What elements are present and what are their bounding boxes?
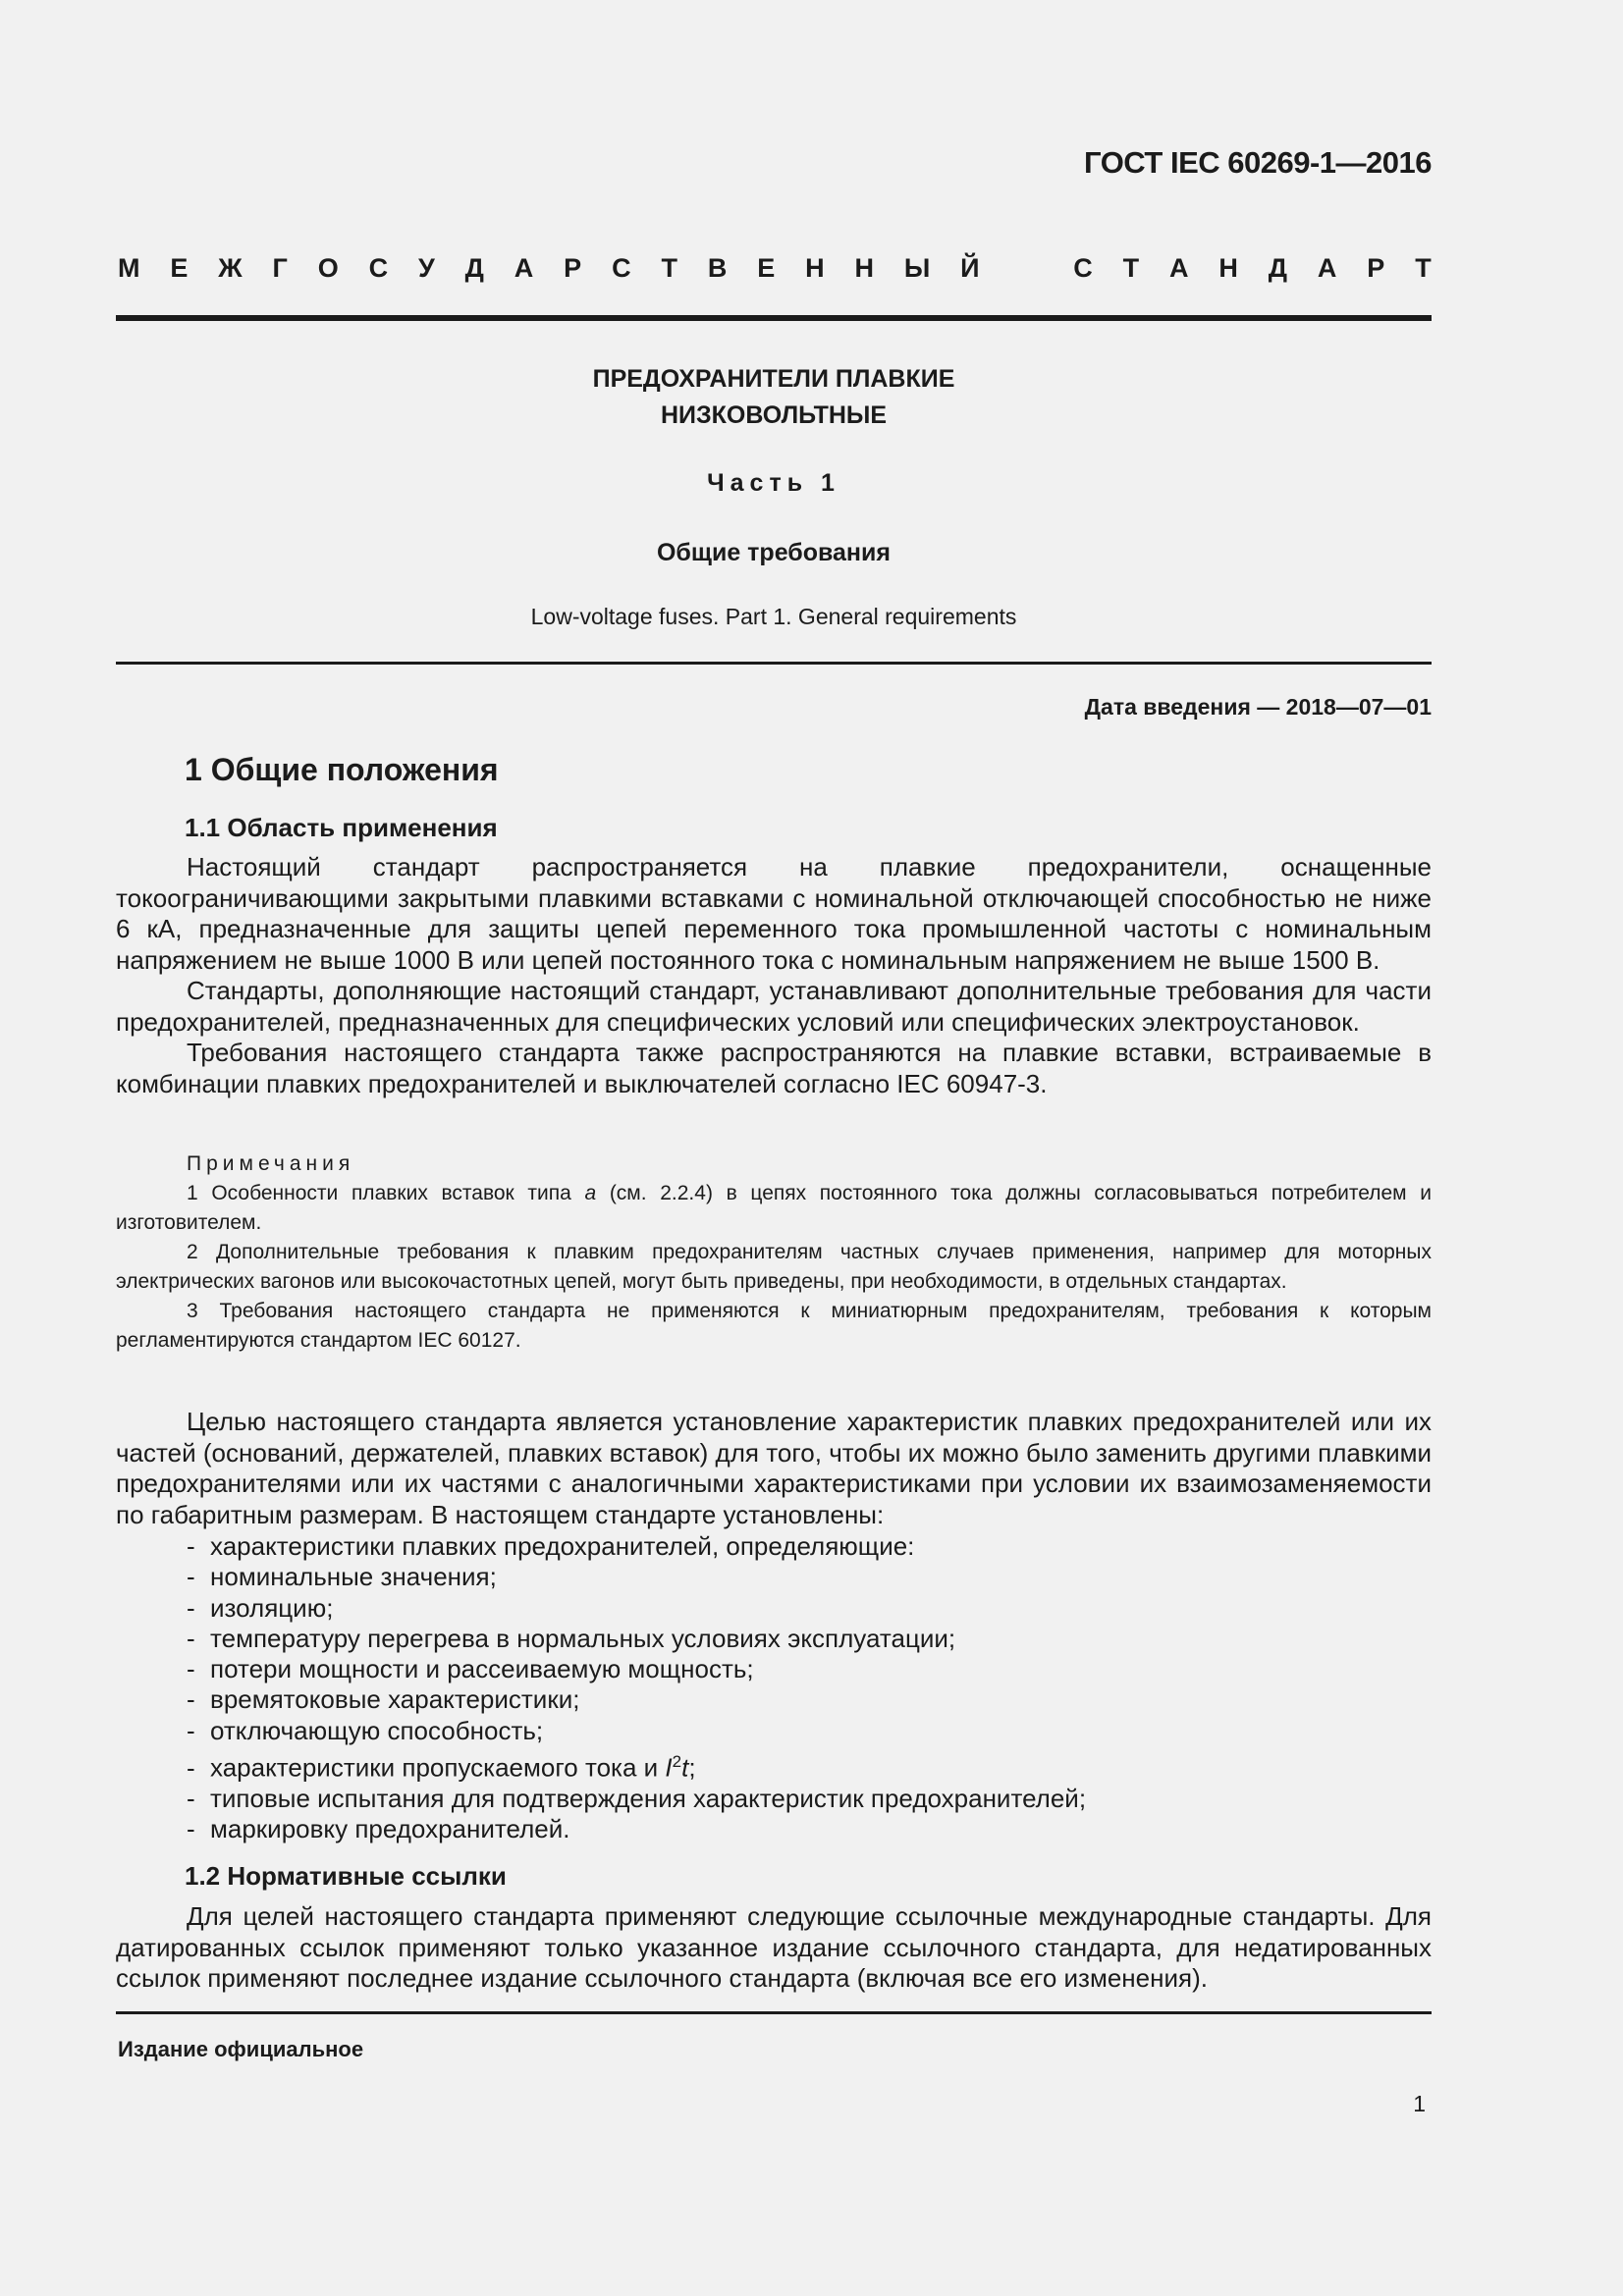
purpose-paragraph bbox=[116, 1407, 1432, 1530]
list-item: - времятоковые характеристики; bbox=[187, 1684, 580, 1715]
references-paragraph bbox=[116, 1901, 1432, 1995]
scope-paragraphs bbox=[116, 852, 1432, 1099]
list-item: - характеристики пропускаемого тока и $I^2t$; bbox=[187, 1752, 696, 1783]
banner-letter: В bbox=[707, 253, 728, 283]
section-heading: 1 Общие положения bbox=[185, 752, 499, 787]
list-item: - изоляцию; bbox=[187, 1592, 334, 1623]
note-text: (см. 2.2.4) в цепях постоянного тока должны согласовываться потребителем и изготовителем. bbox=[116, 1182, 1432, 1234]
part-label: Часть 1 bbox=[707, 469, 840, 497]
note-3: 3 Требования настоящего стандарта не применяются к миниатюрным предохранителям, требования к которым регламентируются стандартом IEC 60127. bbox=[116, 1300, 1432, 1352]
banner-letter: С bbox=[612, 253, 631, 283]
banner-letter: М bbox=[118, 253, 140, 283]
page-number: 1 bbox=[1413, 2091, 1426, 2116]
banner-letter: Т bbox=[1122, 253, 1140, 283]
banner-letter: Е bbox=[170, 253, 189, 283]
paragraph: Стандарты, дополняющие настоящий стандарт, устанавливают дополнительные требования для части предохранителей, предназначенных для специфических условий или специфических электроустановок. bbox=[116, 976, 1432, 1037]
list-item: - характеристики плавких предохранителей, определяющие: bbox=[187, 1531, 915, 1561]
banner-letter: Т bbox=[661, 253, 677, 283]
banner-letter: Й bbox=[960, 253, 980, 283]
title-rule bbox=[116, 662, 1432, 665]
paragraph: Настоящий стандарт распространяется на плавкие предохранители, оснащенные токоограничивающими закрытыми плавкими вставками с номинальной отключающей способностью не ниже 6 кА, предназначенные для защиты цепей переменного тока промышленной частоты с номинальным напряжением не выше 1000 В или цепей постоянного тока с номинальным напряжением не выше 1500 В. bbox=[116, 852, 1432, 975]
standard-banner bbox=[118, 253, 1432, 284]
footer-rule bbox=[116, 2011, 1432, 2014]
note-1 bbox=[116, 1179, 1432, 1238]
list-item: - отключающую способность; bbox=[187, 1715, 544, 1745]
note-italic: а bbox=[584, 1182, 597, 1204]
banner-letter: А bbox=[514, 253, 534, 283]
introduction-date: Дата введения — 2018—07—01 bbox=[1084, 694, 1432, 720]
list-item: - типовые испытания для подтверждения характеристик предохранителей; bbox=[187, 1784, 1087, 1814]
edition-label: Издание официальное bbox=[118, 2037, 364, 2061]
requirements-list bbox=[187, 1531, 1086, 1845]
subsection-heading-references: 1.2 Нормативные ссылки bbox=[185, 1861, 507, 1891]
banner-letter: Н bbox=[1218, 253, 1238, 283]
title-line-2: НИЗКОВОЛЬТНЫЕ bbox=[660, 401, 888, 429]
banner-gap bbox=[1009, 253, 1043, 284]
list-item: - маркировку предохранителей. bbox=[187, 1814, 570, 1844]
banner-letter: А bbox=[1317, 253, 1337, 283]
banner-letter: Н bbox=[854, 253, 874, 283]
banner-letter: О bbox=[317, 253, 339, 283]
banner-letter: Ж bbox=[218, 253, 243, 283]
banner-letter: У bbox=[418, 253, 435, 283]
banner-letter: Г bbox=[272, 253, 288, 283]
banner-letter: Т bbox=[1415, 253, 1432, 283]
header-rule bbox=[116, 315, 1432, 321]
subsection-heading-scope: 1.1 Область применения bbox=[185, 813, 498, 842]
list-item: - температуру перегрева в нормальных условиях эксплуатации; bbox=[187, 1623, 956, 1653]
banner-letter: Н bbox=[805, 253, 825, 283]
note-text: 1 Особенности плавких вставок типа bbox=[187, 1182, 585, 1204]
paragraph: Для целей настоящего стандарта применяют следующие ссылочные международные стандарты. Для датированных ссылок применяют только указанное издание ссылочного стандарта, для недатированных ссылок применяют последнее издание ссылочного стандарта (включая все его изменения). bbox=[116, 1901, 1432, 1993]
banner-letter: С bbox=[368, 253, 389, 283]
paragraph: Требования настоящего стандарта также распространяются на плавкие вставки, встраиваемые в комбинации плавких предохранителей и выключателей согласно IEC 60947-3. bbox=[116, 1038, 1432, 1098]
english-title: Low-voltage fuses. Part 1. General requirements bbox=[530, 604, 1017, 629]
banner-letter: Д bbox=[464, 253, 484, 283]
title-line-1: ПРЕДОХРАНИТЕЛИ ПЛАВКИЕ bbox=[592, 365, 955, 393]
banner-letter: Р bbox=[1367, 253, 1385, 283]
notes-title: Примечания bbox=[187, 1152, 355, 1175]
document-id: ГОСТ IEC 60269-1—2016 bbox=[1084, 145, 1432, 180]
paragraph: Целью настоящего стандарта является установление характеристик плавких предохранителей или их частей (оснований, держателей, плавких вставок) для того, чтобы их можно было заменить другими плавкими предохранителями или их частями с аналогичными характеристиками при условии их взаимозаменяемости по габаритным размерам. В настоящем стандарте установлены: bbox=[116, 1407, 1432, 1529]
note-2: 2 Дополнительные требования к плавким предохранителям частных случаев применения, например для моторных электрических вагонов или высокочастотных цепей, могут быть приведены, при необходимости, в отдельных стандартах. bbox=[116, 1241, 1432, 1293]
subtitle: Общие требования bbox=[656, 539, 891, 566]
list-item: - номинальные значения; bbox=[187, 1562, 497, 1592]
banner-letter: Р bbox=[564, 253, 582, 283]
banner-letter: А bbox=[1169, 253, 1189, 283]
banner-letter: Ы bbox=[903, 253, 931, 283]
list-item: - потери мощности и рассеиваемую мощность; bbox=[187, 1654, 754, 1684]
notes-block bbox=[116, 1149, 1432, 1356]
banner-letter: С bbox=[1073, 253, 1093, 283]
banner-letter: Д bbox=[1268, 253, 1288, 283]
banner-letter: Е bbox=[757, 253, 776, 283]
